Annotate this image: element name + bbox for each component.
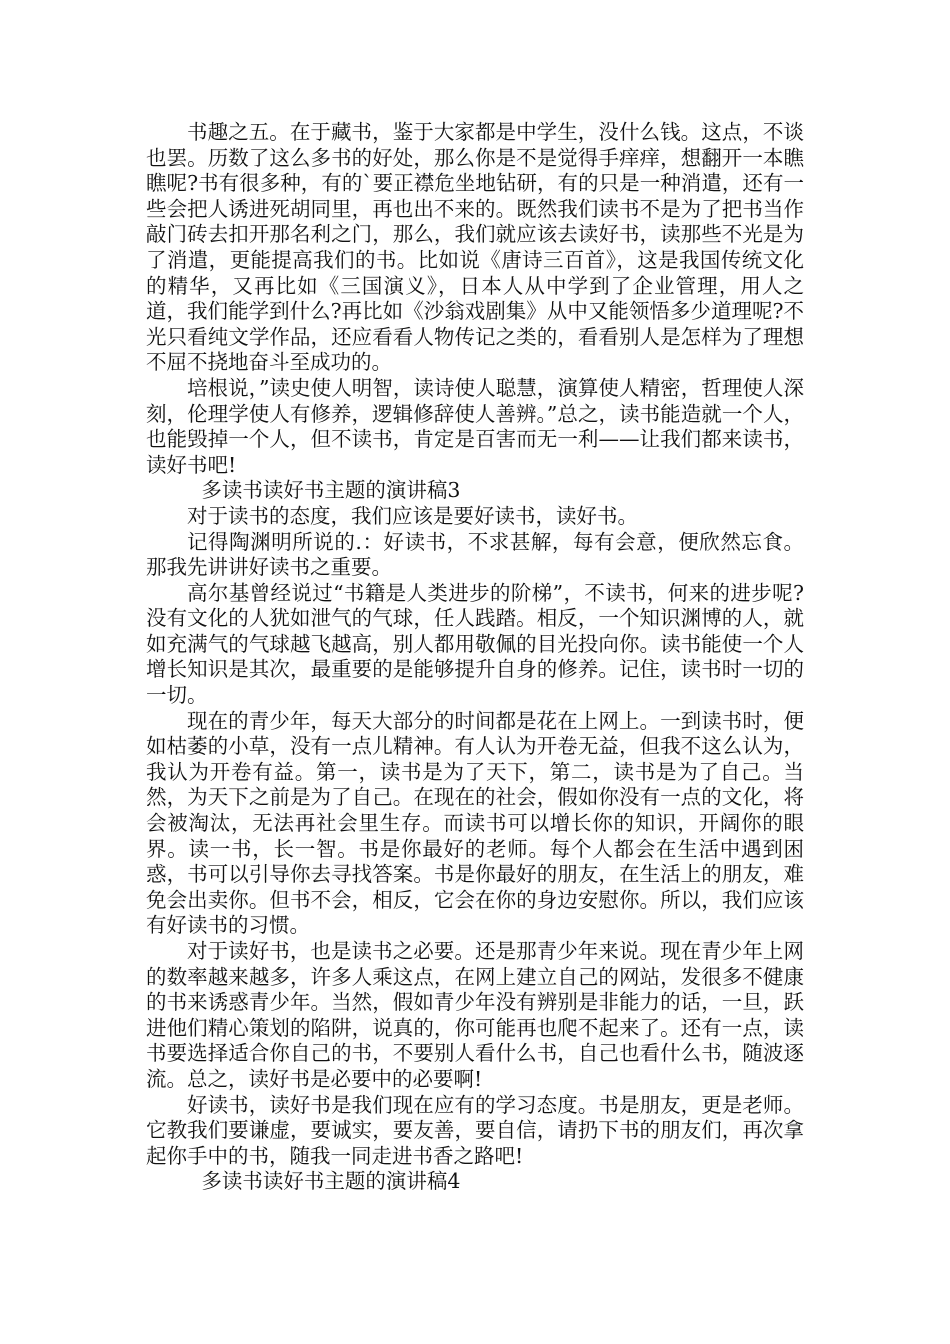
paragraph-tao-yuanming: 记得陶渊明所说的.：好读书，不求甚解，每有会意，便欣然忘食。那我先讲讲好读书之重要。 [146,529,804,580]
paragraph-read-good-books: 对于读好书，也是读书之必要。还是那青少年来说。现在青少年上网的数率越来越多，许多人乘这点，在网上建立自己的网站，发很多不健康的书来诱惑青少年。当然，假如青少年没有辨别是非能力的话，一旦，跃进他们精心策划的陷阱，说真的，你可能再也爬不起来了。还有一点，读书要选择适合你自己的书，不要别人看什么书，自己也看什么书，随波逐流。总之，读好书是必要中的必要啊! [146,939,804,1091]
paragraph-conclusion: 好读书，读好书是我们现在应有的学习态度。书是朋友，更是老师。它教我们要谦虚，要诚实，要友善，要自信，请扔下书的朋友们，再次拿起你手中的书，随我一同走进书香之路吧! [146,1092,804,1168]
paragraph-youth-internet: 现在的青少年，每天大部分的时间都是花在上网上。一到读书时，便如枯萎的小草，没有一点儿精神。有人认为开卷无益，但我不这么认为，我认为开卷有益。第一，读书是为了天下，第二，读书是为了自己。当然，为天下之前是为了自己。在现在的社会，假如你没有一点的文化，将会被淘汰，无法再社会里生存。而读书可以增长你的知识，开阔你的眼界。读一书，长一智。书是你最好的老师。每个人都会在生活中遇到困惑，书可以引导你去寻找答案。书是你最好的朋友，在生活上的朋友，难免会出卖你。但书不会，相反，它会在你的身边安慰你。所以，我们应该有好读书的习惯。 [146,708,804,938]
section-heading-speech-4: 多读书读好书主题的演讲稿4 [201,1169,461,1194]
paragraph-gorky-quote: 高尔基曾经说过“书籍是人类进步的阶梯”，不读书，何来的进步呢?没有文化的人犹如泄气的气球，任人践踏。相反，一个知识渊博的人，就如充满气的气球越飞越高，别人都用敬佩的目光投向你。读书能使一个人增长知识是其次，最重要的是能够提升自身的修养。记住，读书时一切的一切。 [146,580,804,708]
paragraph-reading-attitude: 对于读书的态度，我们应该是要好读书，读好书。 [187,503,638,528]
section-heading-speech-3: 多读书读好书主题的演讲稿3 [201,478,461,503]
paragraph-bacon-quote: 培根说，”读史使人明智，读诗使人聪慧，演算使人精密，哲理使人深刻，伦理学使人有修养，逻辑修辞使人善辨。”总之，读书能造就一个人，也能毁掉一个人，但不读书，肯定是百害而无一利——让我们都来读书，读好书吧! [146,375,804,477]
document-body [146,120,804,1195]
paragraph-book-interest-five: 书趣之五。在于藏书，鉴于大家都是中学生，没什么钱。这点，不谈也罢。历数了这么多书的好处，那么你是不是觉得手痒痒，想翻开一本瞧瞧呢?书有很多种，有的`要正襟危坐地钻研，有的只是一种消遣，还有一些会把人诱进死胡同里，再也出不来的。既然我们读书不是为了把书当作敲门砖去扣开那名利之门，那么，我们就应该去读好书，读那些不光是为了消遣，更能提高我们的书。比如说《唐诗三百首》，这是我国传统文化的精华，又再比如《三国演义》，日本人从中学到了企业管理，用人之道，我们能学到什么?再比如《沙翁戏剧集》从中又能领悟多少道理呢?不光只看纯文学作品，还应看看人物传记之类的，看看别人是怎样为了理想不屈不挠地奋斗至成功的。 [146,120,804,375]
